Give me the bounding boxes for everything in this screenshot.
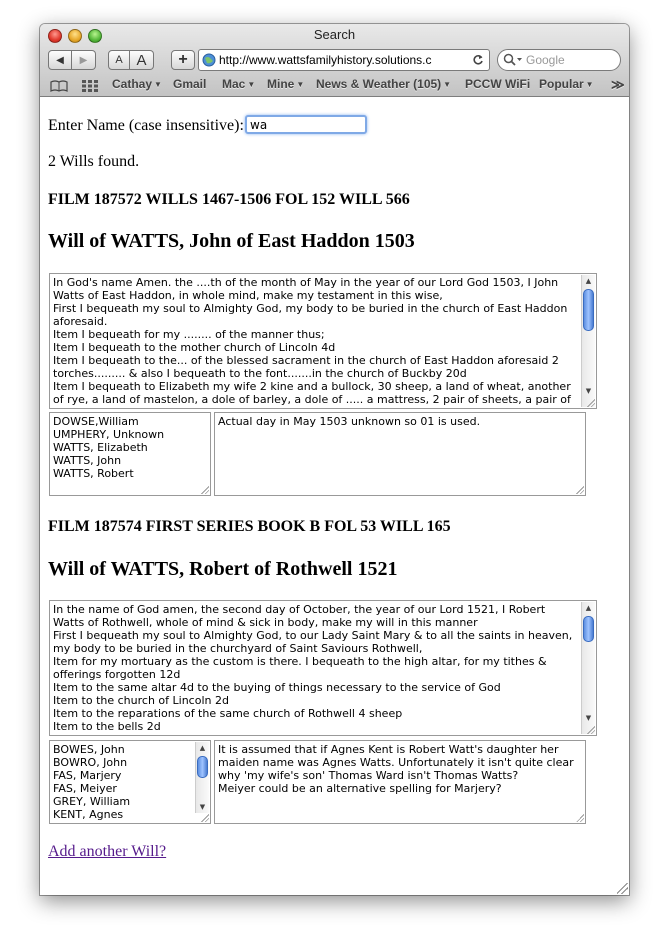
list-item: BOWRO, John — [53, 756, 128, 769]
page-content — [40, 97, 629, 895]
chevron-down-icon: ▼ — [296, 80, 305, 89]
chevron-down-icon: ▼ — [443, 80, 452, 89]
scroll-up-icon[interactable]: ▲ — [199, 744, 206, 752]
scroll-thumb[interactable] — [583, 289, 594, 331]
will-2-film-reference: FILM 187574 FIRST SERIES BOOK B FOL 53 WILL 165 — [48, 518, 451, 535]
list-item: KENT, Agnes — [53, 808, 124, 821]
will-1-names-list[interactable] — [49, 412, 211, 496]
window-resize-grip-icon[interactable] — [617, 883, 628, 894]
name-search-input[interactable] — [245, 115, 367, 134]
top-sites-grid-icon[interactable] — [82, 80, 98, 92]
will-2-names-scrollbar[interactable] — [195, 742, 209, 813]
bookmark-cathay[interactable]: Cathay ▼ — [112, 77, 162, 91]
list-item: WATTS, Elizabeth — [53, 441, 148, 454]
will-2-text: In the name of God amen, the second day of October, the year of our Lord 1521, I Robert Watts of Rothwell, whole of mind & sick in body, make my will in this manner First I bequeath my soul to Almighty God, to our Lady Saint Mary & to all the saints in heaven, my body to be buried in the churchyard of Saint Saviours Rothwell, Item for my mortuary as the custom is there. I bequeath to the high altar, for my tithes & offerings forgotten 12d Item to the same altar 4d to the buying of things necessary to the service of God Item to the church of Lincoln 2d Item to the reparations of the same church of Rothwell 4 sheep Item to the bells 2d — [53, 603, 573, 733]
resize-grip-icon[interactable] — [587, 399, 595, 407]
add-bookmark-button[interactable]: + — [171, 50, 195, 70]
will-2-text-area[interactable] — [49, 600, 597, 736]
will-1-notes-text: Actual day in May 1503 unknown so 01 is used. — [218, 415, 481, 428]
bookmarks-bar — [40, 76, 629, 96]
resize-grip-icon[interactable] — [576, 486, 584, 494]
url-text: http://www.wattsfamilyhistory.solutions.c — [219, 53, 432, 67]
resize-grip-icon[interactable] — [201, 486, 209, 494]
will-1-film-reference: FILM 187572 WILLS 1467-1506 FOL 152 WILL 566 — [48, 191, 410, 208]
magnifier-icon — [503, 53, 523, 67]
bookmark-mine[interactable]: Mine ▼ — [267, 77, 305, 91]
back-button[interactable]: ◀ — [48, 50, 72, 70]
chevron-down-icon: ▼ — [585, 80, 594, 89]
scroll-down-icon[interactable]: ▼ — [199, 803, 206, 811]
browser-window — [40, 24, 629, 895]
list-item: FAS, Marjery — [53, 769, 122, 782]
list-item: BOWES, John — [53, 743, 125, 756]
will-2-notes-text: It is assumed that if Agnes Kent is Robert Watt's daughter her maiden name was Agnes Watts. Unfortunately it isn't quite clear why 'my wife's son' Thomas Ward isn't Thomas Watts? Meiyer could be an alternative spelling for Marjery? — [218, 743, 574, 795]
list-item: DOWSE,William — [53, 415, 139, 428]
bookmark-mac[interactable]: Mac ▼ — [222, 77, 256, 91]
will-2-title: Will of WATTS, Robert of Rothwell 1521 — [48, 558, 398, 580]
will-1-text: In God's name Amen. the ....th of the month of May in the year of our Lord God 1503, I John Watts of East Haddon, in whole mind, make my testament in this wise, First I bequeath my soul to Almighty God, my body to be buried in the church of East Haddon aforesaid. Item I bequeath for my ........ of the manner thus; Item I bequeath to the mother church of Lincoln 4d Item I bequeath to the... of the blessed sacrament in the church of East Haddon aforesaid 2 torches......... & also I bequeath to the font.......in the church of Buckby 20d Item I bequeath to Elizabeth my wife 2 kine and a bullock, 30 sheep, a land of wheat, another of rye, a land of mastelon, a dole of barley, a dole of ..... a mattress, 2 pair of sheets, a pair of — [53, 276, 571, 406]
will-2-notes[interactable] — [214, 740, 586, 824]
bookmark-news-weather[interactable]: News & Weather (105) ▼ — [316, 77, 452, 91]
scroll-thumb[interactable] — [583, 616, 594, 642]
will-1-text-scrollbar[interactable] — [581, 275, 595, 407]
will-2-text-scrollbar[interactable] — [581, 602, 595, 734]
scroll-down-icon[interactable]: ▼ — [585, 387, 592, 395]
scroll-up-icon[interactable]: ▲ — [585, 604, 592, 612]
list-item: WATTS, Robert — [53, 467, 134, 480]
bookmark-popular[interactable]: Popular ▼ — [539, 77, 594, 91]
list-item: GREY, William — [53, 795, 131, 808]
forward-button[interactable]: ▶ — [72, 50, 96, 70]
list-item: UMPHERY, Unknown — [53, 428, 165, 441]
will-1-text-area[interactable] — [49, 273, 597, 409]
globe-icon — [202, 53, 216, 67]
bookmarks-overflow-icon[interactable]: ≫ — [611, 77, 625, 92]
bookmark-gmail[interactable]: Gmail — [173, 77, 207, 91]
bookmark-pccw-wifi[interactable]: PCCW WiFi — [465, 77, 531, 91]
text-bigger-button[interactable]: A — [130, 50, 154, 70]
window-title: Search — [313, 27, 356, 42]
title-bar — [40, 24, 629, 97]
will-2-names-list[interactable] — [49, 740, 211, 824]
resize-grip-icon[interactable] — [587, 726, 595, 734]
will-1-title: Will of WATTS, John of East Haddon 1503 — [48, 230, 415, 252]
name-prompt-label: Enter Name (case insensitive): — [48, 117, 244, 134]
open-book-icon[interactable] — [50, 80, 68, 92]
chevron-down-icon: ▼ — [154, 80, 162, 89]
reload-icon[interactable] — [472, 54, 484, 66]
search-field[interactable] — [497, 49, 621, 71]
add-another-will-link[interactable]: Add another Will? — [48, 843, 167, 860]
chevron-down-icon: ▼ — [247, 80, 256, 89]
address-bar[interactable] — [198, 49, 490, 71]
search-placeholder: Google — [526, 53, 565, 67]
resize-grip-icon[interactable] — [201, 814, 209, 822]
list-item: WATTS, John — [53, 454, 122, 467]
text-smaller-button[interactable]: A — [108, 50, 130, 70]
resize-grip-icon[interactable] — [576, 814, 584, 822]
scroll-thumb[interactable] — [197, 756, 208, 778]
scroll-up-icon[interactable]: ▲ — [585, 277, 592, 285]
list-item: FAS, Meiyer — [53, 782, 117, 795]
result-count: 2 Wills found. — [48, 153, 140, 170]
scroll-down-icon[interactable]: ▼ — [585, 714, 592, 722]
will-1-notes[interactable] — [214, 412, 586, 496]
